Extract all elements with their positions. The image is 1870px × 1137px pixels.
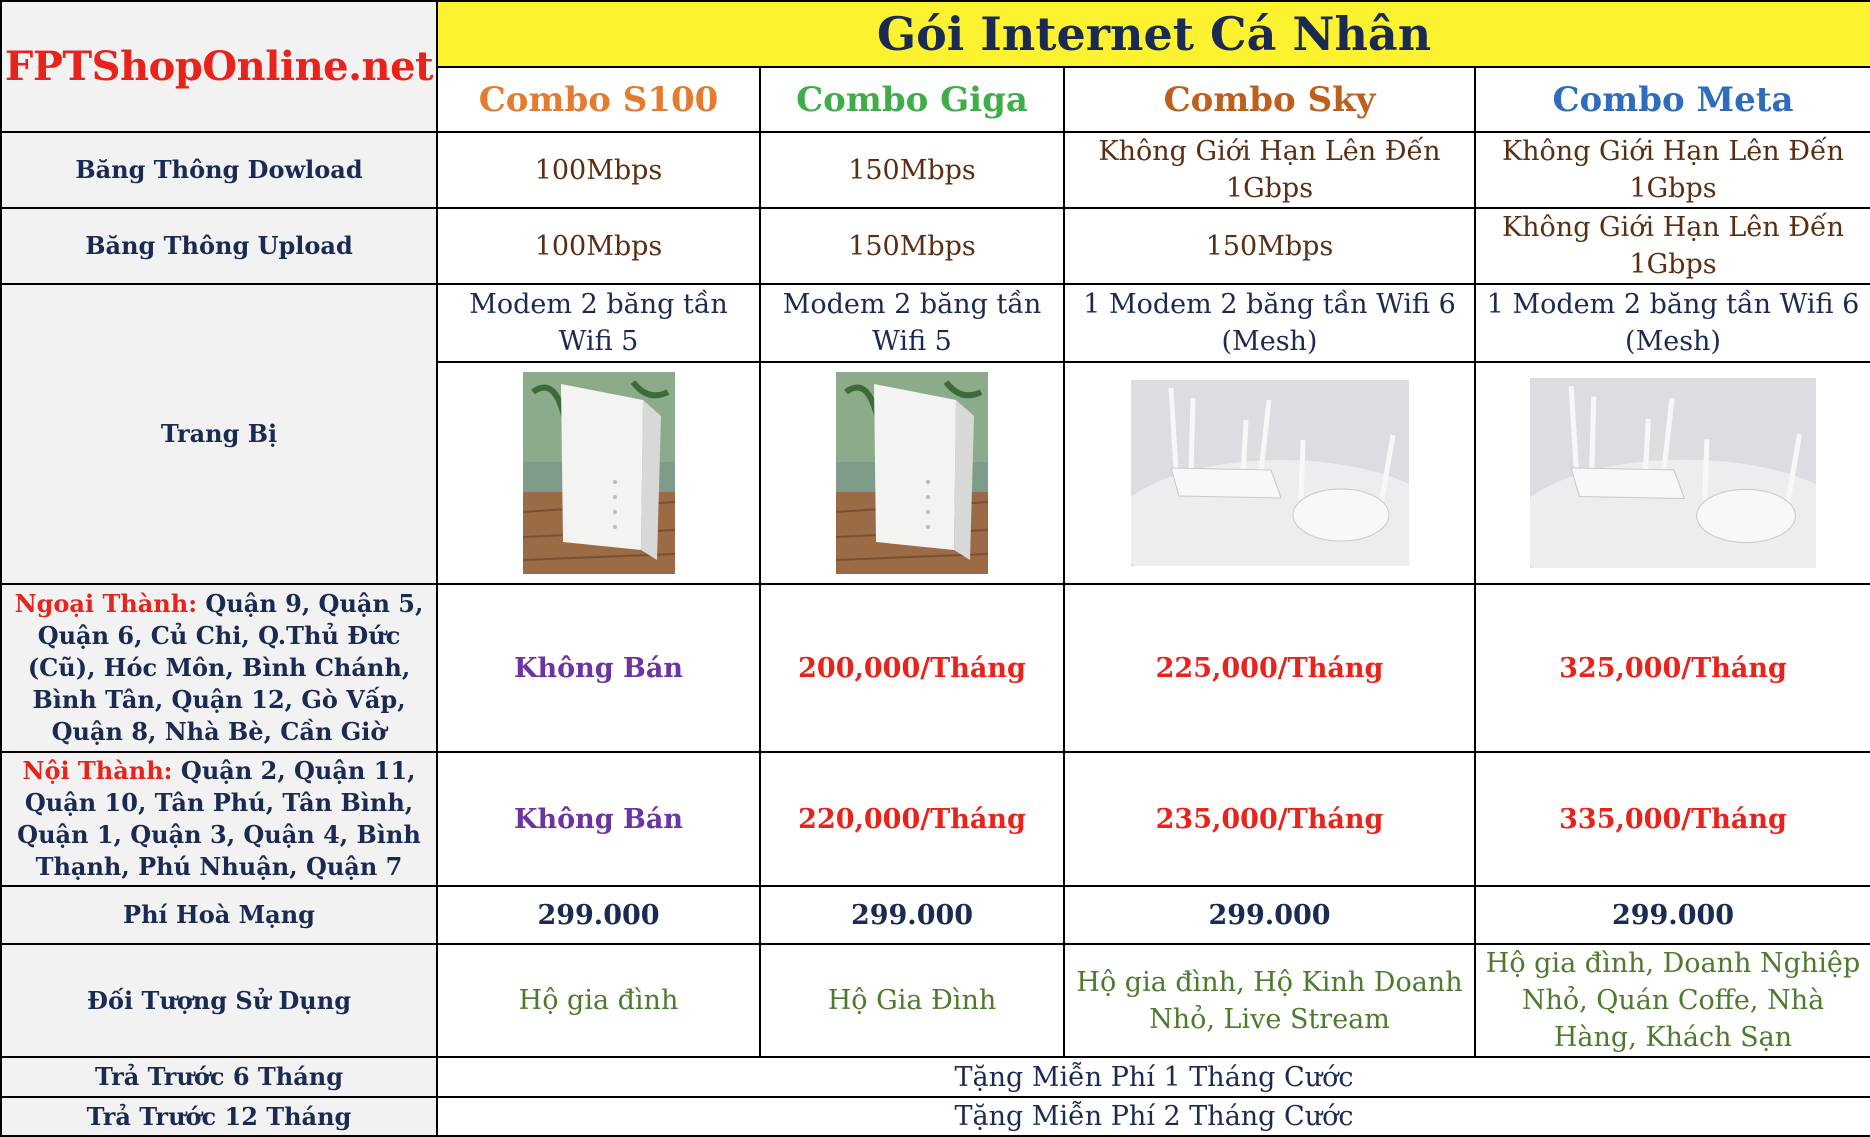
equipment-cell: Modem 2 băng tần Wifi 5 <box>760 284 1064 362</box>
row-label-upload: Băng Thông Upload <box>1 208 437 284</box>
combo-header: Combo Meta <box>1475 67 1870 132</box>
equipment-image-cell <box>1475 362 1870 584</box>
fee-cell: 299.000 <box>760 886 1064 944</box>
row-label-equipment: Trang Bị <box>1 284 437 584</box>
price-cell: Không Bán <box>437 584 760 752</box>
upload-cell: 150Mbps <box>760 208 1064 284</box>
audience-cell: Hộ gia đình, Hộ Kinh Doanh Nhỏ, Live Stream <box>1064 944 1475 1057</box>
equipment-cell: Modem 2 băng tần Wifi 5 <box>437 284 760 362</box>
download-cell: Không Giới Hạn Lên Đến 1Gbps <box>1475 132 1870 208</box>
area-label-urban: Nội Thành: <box>22 756 173 785</box>
fee-cell: 299.000 <box>1475 886 1870 944</box>
price-cell: 235,000/Tháng <box>1064 752 1475 886</box>
modem-mesh-image <box>1131 380 1409 566</box>
area-label-suburban: Ngoại Thành: <box>14 589 198 618</box>
row-label-audience: Đối Tượng Sử Dụng <box>1 944 437 1057</box>
row-label-prepay-6: Trả Trước 6 Tháng <box>1 1057 437 1097</box>
download-cell: 150Mbps <box>760 132 1064 208</box>
price-cell: 200,000/Tháng <box>760 584 1064 752</box>
download-cell: 100Mbps <box>437 132 760 208</box>
promo-cell: Tặng Miễn Phí 2 Tháng Cước <box>437 1097 1870 1136</box>
fee-cell: 299.000 <box>437 886 760 944</box>
row-label-download: Băng Thông Dowload <box>1 132 437 208</box>
price-cell: 225,000/Tháng <box>1064 584 1475 752</box>
page-title: Gói Internet Cá Nhân <box>437 1 1870 67</box>
upload-cell: 150Mbps <box>1064 208 1475 284</box>
row-label-setup-fee: Phí Hoà Mạng <box>1 886 437 944</box>
equipment-image-cell <box>1064 362 1475 584</box>
audience-cell: Hộ Gia Đình <box>760 944 1064 1057</box>
audience-cell: Hộ gia đình, Doanh Nghiệp Nhỏ, Quán Coffe, Nhà Hàng, Khách Sạn <box>1475 944 1870 1057</box>
combo-header: Combo Giga <box>760 67 1064 132</box>
equipment-image-cell <box>437 362 760 584</box>
modem-wifi5-image <box>836 372 988 574</box>
modem-mesh-image <box>1530 378 1816 568</box>
district-list: Quận 9, Quận 5, Quận 6, Củ Chi, Q.Thủ Đức (Cũ), Hóc Môn, Bình Chánh, Bình Tân, Quận 12, Gò Vấp, Quận 8, Nhà Bè, Cần Giờ <box>27 589 424 746</box>
price-cell: 220,000/Tháng <box>760 752 1064 886</box>
upload-cell: 100Mbps <box>437 208 760 284</box>
equipment-cell: 1 Modem 2 băng tần Wifi 6 (Mesh) <box>1064 284 1475 362</box>
modem-wifi5-image <box>523 372 675 574</box>
promo-cell: Tặng Miễn Phí 1 Tháng Cước <box>437 1057 1870 1097</box>
upload-cell: Không Giới Hạn Lên Đến 1Gbps <box>1475 208 1870 284</box>
combo-header: Combo S100 <box>437 67 760 132</box>
district-list: Quận 2, Quận 11, Quận 10, Tân Phú, Tân Bình, Quận 1, Quận 3, Quận 4, Bình Thạnh, Phú Nhuận, Quận 7 <box>17 756 421 881</box>
equipment-cell: 1 Modem 2 băng tần Wifi 6 (Mesh) <box>1475 284 1870 362</box>
price-cell: Không Bán <box>437 752 760 886</box>
brand-logo: FPTShopOnline.net <box>1 1 437 132</box>
row-label-prepay-12: Trả Trước 12 Tháng <box>1 1097 437 1136</box>
row-label-suburban <box>1 584 437 752</box>
price-cell: 325,000/Tháng <box>1475 584 1870 752</box>
audience-cell: Hộ gia đình <box>437 944 760 1057</box>
download-cell: Không Giới Hạn Lên Đến 1Gbps <box>1064 132 1475 208</box>
combo-header: Combo Sky <box>1064 67 1475 132</box>
fee-cell: 299.000 <box>1064 886 1475 944</box>
row-label-urban <box>1 752 437 886</box>
price-cell: 335,000/Tháng <box>1475 752 1870 886</box>
equipment-image-cell <box>760 362 1064 584</box>
